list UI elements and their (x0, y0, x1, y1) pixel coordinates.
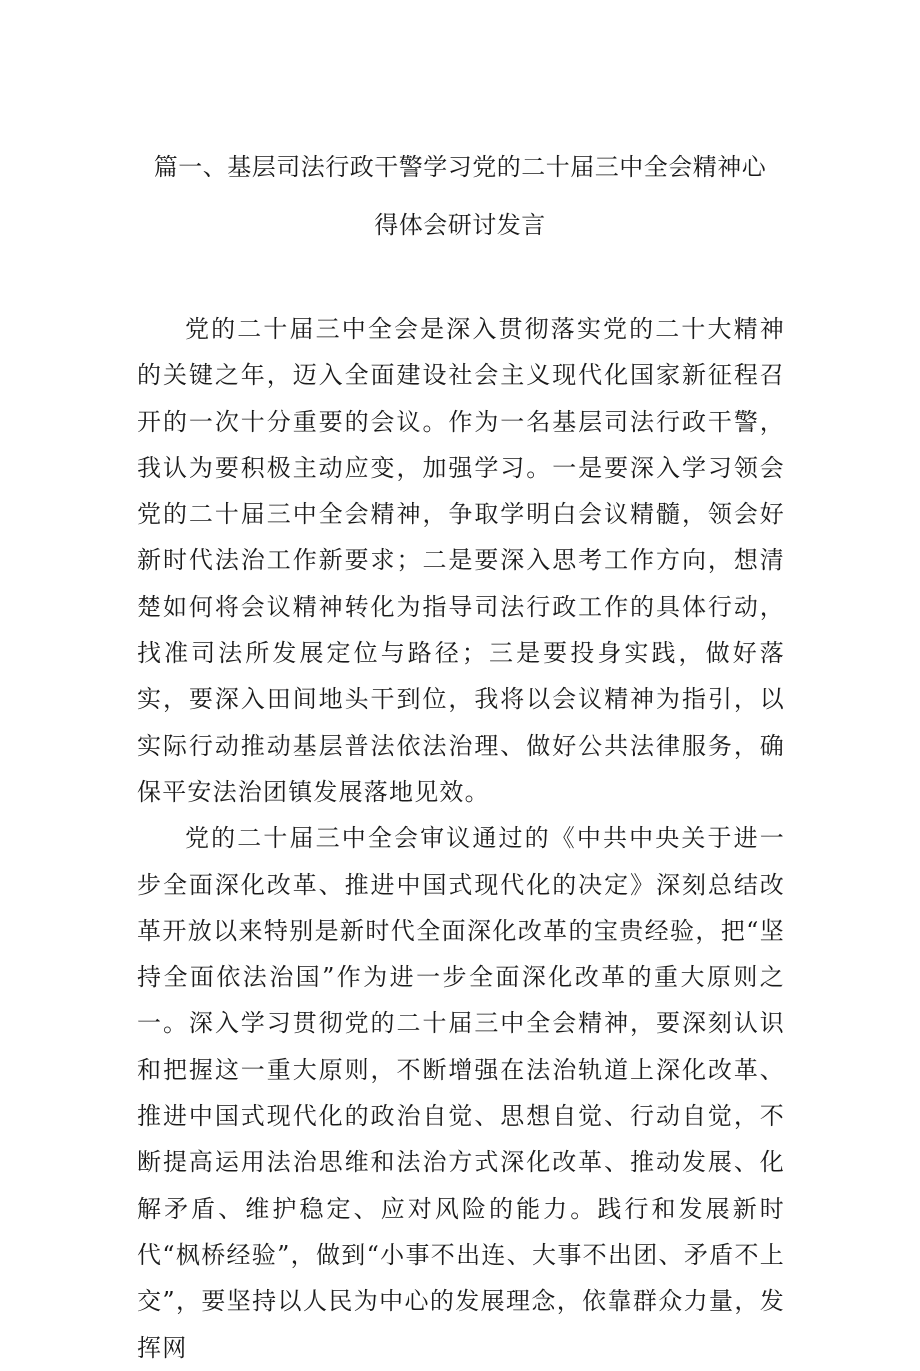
document-title-line-1: 篇一、基层司法行政干警学习党的二十届三中全会精神心 (153, 153, 767, 181)
document-title-line-2: 得体会研讨发言 (374, 211, 546, 239)
body-paragraph-2: 党的二十届三中全会审议通过的《中共中央关于进一步全面深化改革、推进中国式现代化的决定》深刻总结改革开放以来特别是新时代全面深化改革的宝贵经验，把“坚持全面依法治国”作为进一步全面深化改革的重大原则之一。深入学习贯彻党的二十届三中全会精神，要深刻认识和把握这一重大原则，不断增强在法治轨道上深化改革、推进中国式现代化的政治自觉、思想自觉、行动自觉，不断提高运用法治思维和法治方式深化改革、推动发展、化解矛盾、维护稳定、应对风险的能力。践行和发展新时代“枫桥经验”，做到“小事不出连、大事不出团、矛盾不上交”，要坚持以人民为中心的发展理念，依靠群众力量，发挥网 (137, 824, 785, 1362)
body-paragraph-1: 党的二十届三中全会是深入贯彻落实党的二十大精神的关键之年，迈入全面建设社会主义现代化国家新征程召开的一次十分重要的会议。作为一名基层司法行政干警，我认为要积极主动应变，加强学习。一是要深入学习领会党的二十届三中全会精神，争取学明白会议精髓，领会好新时代法治工作新要求；二是要深入思考工作方向，想清楚如何将会议精神转化为指导司法行政工作的具体行动，找准司法所发展定位与路径；三是要投身实践，做好落实，要深入田间地头干到位，我将以会议精神为指引，以实际行动推动基层普法依法治理、做好公共法律服务，确保平安法治团镇发展落地见效。 (137, 315, 785, 806)
document-body (137, 306, 785, 1371)
